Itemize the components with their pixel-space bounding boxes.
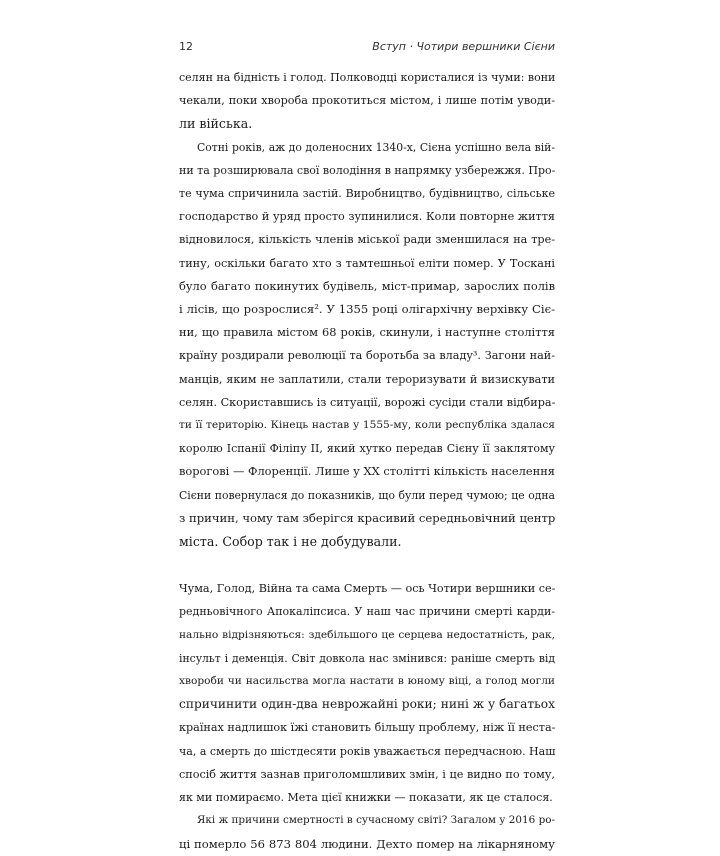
text-line: Які ж причини смертності в сучасному світі? Загалом у 2016 ро- xyxy=(197,814,555,827)
text-line: країнах надлишок їжі становить більшу проблему, ніж її неста- xyxy=(179,721,556,735)
paragraph xyxy=(179,136,555,554)
text-line: господарство й уряд просто зупинилися. Коли повторне життя xyxy=(179,210,555,224)
section-break xyxy=(179,553,555,577)
text-line: королю Іспанії Філіпу II, який хутко передав Сієну її заклятому xyxy=(179,442,555,456)
text-line: Сієни повернулася до показників, що були перед чумою; це одна xyxy=(179,488,555,502)
text-line: відновилося, кількість членів міської ради зменшилася на тре- xyxy=(179,233,555,247)
text-line: країну роздирали революції та боротьба за владу³. Загони най- xyxy=(179,349,555,363)
text-line: і лісів, що розрослися². У 1355 році олігархічну верхівку Сіє- xyxy=(179,302,555,317)
text-line: спричинити один-два неврожайні роки; нині ж у багатьох xyxy=(179,697,555,712)
text-line: хвороби чи насильства могла настати в юному віці, а голод могли xyxy=(179,675,555,688)
text-line: ча, а смерть до шістдесяти років уважається передчасною. Наш xyxy=(179,744,556,758)
text-line: тину, оскільки багато хто з тамтешньої еліти помер. У Тоскані xyxy=(179,256,555,270)
text-line: інсульт і деменція. Світ довкола нас змінився: раніше смерть від xyxy=(179,651,555,665)
text-line: чекали, поки хвороба прокотиться містом, і лише потім уводи- xyxy=(179,94,555,108)
body-text xyxy=(179,66,555,856)
text-line: Чума, Голод, Війна та сама Смерть — ось Чотири вершники се- xyxy=(179,582,556,596)
text-line: ці померло 56 873 804 людини. Дехто помер на лікарняному xyxy=(179,836,555,851)
text-line: ли війська. xyxy=(179,116,253,132)
text-line: міста. Собор так і не добудували. xyxy=(179,534,402,550)
text-line: спосіб життя зазнав приголомшливих змін, і це видно по тому, xyxy=(179,767,555,781)
text-line: було багато покинутих будівель, міст-примар, зарослих полів xyxy=(179,278,555,293)
page-number: 12 xyxy=(179,40,193,53)
text-line: редньовічного Апокаліпсиса. У наш час причини смерті карди- xyxy=(179,605,555,619)
text-line: ти її територію. Кінець настав у 1555-му, коли республіка здалася xyxy=(179,419,555,432)
paragraph xyxy=(179,577,555,809)
text-line: ворогові — Флоренції. Лише у XX столітті кількість населення xyxy=(179,464,555,479)
text-line: селян. Скориставшись із ситуації, ворожі сусіди стали відбира- xyxy=(179,395,556,409)
running-title: Вступ · Чотири вершники Сієни xyxy=(372,40,555,53)
text-line: ни та розширювала свої володіння в напрямку узбережжя. Про- xyxy=(179,163,556,177)
text-line: нально відрізняються: здебільшого це серцева недостатність, рак, xyxy=(179,628,555,641)
paragraph xyxy=(179,809,555,855)
paragraph xyxy=(179,66,555,136)
text-line: як ми помираємо. Мета цієї книжки — показати, як це сталося. xyxy=(179,791,553,805)
text-line: Сотні років, аж до доленосних 1340-х, Сієна успішно вела вій- xyxy=(197,140,555,154)
text-line: з причин, чому там зберігся красивий середньовічний центр xyxy=(179,510,556,525)
text-line: селян на бідність і голод. Полководці користалися із чуми: вони xyxy=(179,71,556,84)
text-line: те чума спричинила застій. Виробництво, будівництво, сільське xyxy=(179,187,555,201)
page-header xyxy=(179,40,555,56)
text-line: манців, яким не заплатили, стали тероризувати й визискувати xyxy=(179,372,555,386)
text-line: ни, що правила містом 68 років, скинули, і наступне століття xyxy=(179,325,555,340)
